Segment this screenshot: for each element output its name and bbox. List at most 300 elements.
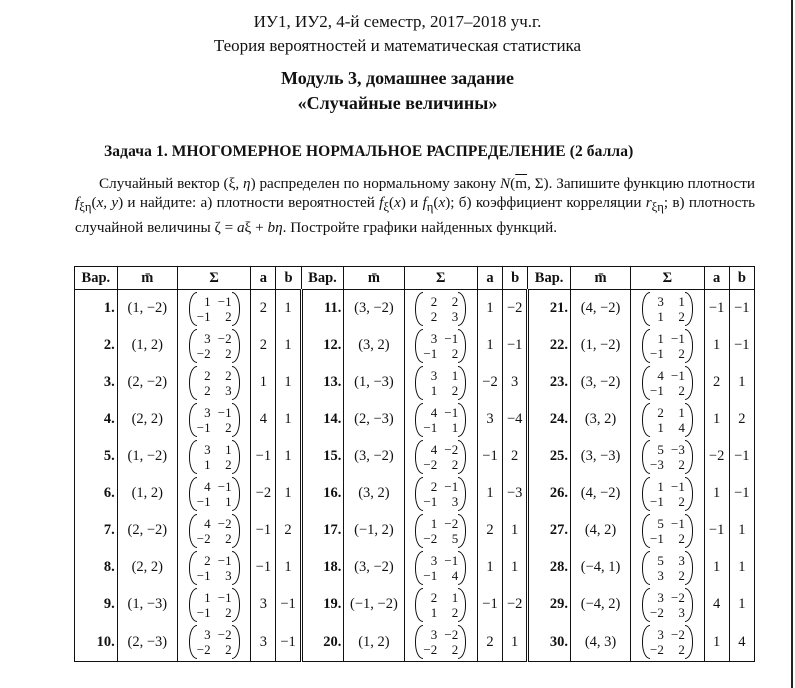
variant-number: 19.: [301, 586, 344, 623]
coef-b: 2: [729, 401, 754, 438]
header-col-var: Вар.: [75, 267, 118, 290]
right-paren: [458, 588, 466, 622]
matrix-entry: −2: [671, 627, 685, 642]
matrix-entry: −2: [196, 530, 211, 546]
matrix-entry: −3: [671, 441, 685, 457]
matrix-entry: 1: [657, 419, 664, 435]
table-row: [75, 401, 755, 438]
task-statement: Случайный вектор (ξ, η) распределен по нормальному закону $N(\overline{m}$, Σ). Запишите функцию плотности $f_{\xi\eta}(x$, y) и найдите: а) плотности вероятностей $f_\xi(x)$ и $f_\eta(x)$; б) коэффициент корреляции $r_{\xi\eta}$; в) плотность случайной величины ζ = aξ + bη. Постройте графики найденных функций.: [75, 175, 756, 236]
covariance-matrix: [404, 586, 477, 623]
header-col-b: b: [503, 267, 528, 290]
left-paren: [189, 551, 197, 585]
variant-number: 10.: [75, 623, 118, 662]
matrix-entry: −1: [650, 530, 664, 546]
covariance-matrix: [404, 475, 477, 512]
covariance-matrix: [631, 438, 704, 475]
coef-b: 1: [729, 512, 754, 549]
matrix-entry: −1: [671, 330, 685, 346]
right-paren: [458, 440, 466, 474]
mean-vector: (1, −3): [117, 586, 177, 623]
matrix-entry: −1: [444, 330, 459, 346]
mean-vector: (1, 2): [117, 475, 177, 512]
right-paren: [232, 588, 240, 622]
coef-b: 1: [276, 401, 301, 438]
coef-b: 1: [276, 364, 301, 401]
variant-number: 13.: [301, 364, 344, 401]
matrix-entry: 1: [657, 478, 664, 494]
matrix-entry: 1: [657, 308, 664, 324]
matrix-entry: −1: [650, 382, 664, 398]
variant-number: 26.: [528, 475, 571, 512]
right-paren: [458, 477, 466, 511]
coef-a: 1: [477, 290, 502, 328]
coef-b: 1: [729, 586, 754, 623]
coef-a: 1: [477, 475, 502, 512]
variant-number: 9.: [75, 586, 118, 623]
left-paren: [642, 292, 650, 326]
covariance-matrix: [631, 586, 704, 623]
matrix-entry: 3: [204, 627, 211, 642]
matrix-entry: 3: [657, 627, 664, 642]
matrix-entry: −1: [423, 419, 438, 435]
mean-vector: (3, −2): [570, 364, 630, 401]
variant-number: 11.: [301, 290, 344, 328]
covariance-matrix: [177, 549, 250, 586]
coef-a: 1: [704, 623, 729, 662]
coef-a: 3: [251, 623, 276, 662]
matrix-entry: 1: [204, 589, 211, 605]
covariance-matrix: [631, 549, 704, 586]
mean-vector: (3, −2): [344, 290, 404, 328]
matrix-entry: −1: [196, 419, 211, 435]
matrix-entry: 4: [204, 515, 211, 531]
left-paren: [642, 440, 650, 474]
coef-b: 3: [503, 364, 528, 401]
covariance-matrix: [631, 327, 704, 364]
matrix-entry: 2: [451, 293, 459, 309]
covariance-matrix: [177, 512, 250, 549]
covariance-matrix: [404, 623, 477, 662]
matrix-entry: −1: [196, 604, 211, 620]
mean-vector: (1, −2): [570, 327, 630, 364]
matrix-entry: 3: [451, 493, 459, 509]
left-paren: [415, 366, 423, 400]
matrix-entry: 4: [430, 404, 438, 420]
matrix-entry: −2: [650, 642, 664, 657]
mean-vector: (2, −2): [117, 512, 177, 549]
matrix-entry: −3: [650, 456, 664, 472]
coef-b: 1: [276, 475, 301, 512]
matrix-entry: 2: [204, 382, 211, 398]
right-paren: [232, 625, 240, 659]
matrix-entry: 2: [678, 642, 685, 657]
left-paren: [189, 403, 197, 437]
coef-b: −1: [729, 438, 754, 475]
matrix-entry: −2: [444, 627, 459, 642]
covariance-matrix: [177, 327, 250, 364]
table-row: [75, 438, 755, 475]
mean-vector: (4, −2): [570, 475, 630, 512]
covariance-matrix: [631, 512, 704, 549]
matrix-entry: −2: [671, 589, 685, 605]
coef-a: 2: [704, 364, 729, 401]
variant-number: 17.: [301, 512, 344, 549]
left-paren: [642, 403, 650, 437]
coef-b: 1: [276, 549, 301, 586]
mean-vector: (2, −2): [117, 364, 177, 401]
matrix-entry: 3: [451, 308, 459, 324]
matrix-entry: −1: [671, 515, 685, 531]
matrix-entry: 4: [451, 567, 459, 583]
right-paren: [685, 588, 693, 622]
header-col-a: a: [704, 267, 729, 290]
matrix-entry: 1: [204, 456, 211, 472]
matrix-entry: 1: [225, 493, 232, 509]
matrix-entry: −2: [423, 456, 438, 472]
covariance-matrix: [404, 401, 477, 438]
matrix-entry: 4: [204, 478, 211, 494]
matrix-entry: −1: [444, 404, 459, 420]
table-row: [75, 623, 755, 662]
coef-b: 1: [276, 438, 301, 475]
variant-number: 20.: [301, 623, 344, 662]
coef-b: −4: [503, 401, 528, 438]
matrix-entry: −2: [217, 330, 232, 346]
header-col-var: Вар.: [301, 267, 344, 290]
matrix-entry: 3: [678, 552, 685, 568]
header-col-sigma: Σ: [631, 267, 704, 290]
coef-a: 1: [704, 549, 729, 586]
matrix-entry: 2: [225, 308, 232, 324]
right-paren: [232, 292, 240, 326]
mean-vector: (3, 2): [344, 327, 404, 364]
variant-number: 16.: [301, 475, 344, 512]
coef-a: 2: [251, 327, 276, 364]
table-row: [75, 364, 755, 401]
matrix-entry: 2: [451, 345, 459, 361]
covariance-matrix: [404, 290, 477, 328]
variants-table: [74, 266, 755, 662]
coef-a: 1: [704, 327, 729, 364]
table-row: [75, 290, 755, 328]
header-col-b: b: [276, 267, 301, 290]
right-paren: [458, 514, 466, 548]
coef-a: −1: [704, 290, 729, 328]
right-paren: [232, 477, 240, 511]
covariance-matrix: [177, 623, 250, 662]
matrix-entry: −1: [196, 567, 211, 583]
variant-number: 6.: [75, 475, 118, 512]
right-paren: [685, 329, 693, 363]
matrix-entry: 3: [678, 604, 685, 620]
matrix-entry: 2: [678, 567, 685, 583]
coef-b: 1: [729, 549, 754, 586]
table-row: [75, 512, 755, 549]
matrix-entry: −1: [671, 478, 685, 494]
variant-number: 7.: [75, 512, 118, 549]
header-col-a: a: [251, 267, 276, 290]
variant-number: 23.: [528, 364, 571, 401]
covariance-matrix: [404, 549, 477, 586]
right-paren: [232, 366, 240, 400]
right-paren: [458, 625, 466, 659]
matrix-entry: 4: [678, 419, 685, 435]
coef-b: 1: [729, 364, 754, 401]
variant-number: 1.: [75, 290, 118, 328]
mean-vector: (3, 2): [570, 401, 630, 438]
mean-vector: (−1, −2): [344, 586, 404, 623]
matrix-entry: 2: [451, 642, 459, 657]
matrix-entry: 5: [657, 441, 664, 457]
coef-a: −1: [477, 586, 502, 623]
matrix-entry: 2: [225, 345, 232, 361]
matrix-entry: −1: [650, 345, 664, 361]
header-col-a: a: [477, 267, 502, 290]
matrix-entry: −1: [217, 552, 232, 568]
coef-b: −1: [729, 290, 754, 328]
matrix-entry: −1: [423, 345, 438, 361]
header-col-m: m̄: [344, 267, 404, 290]
matrix-entry: 3: [225, 567, 232, 583]
left-paren: [189, 329, 197, 363]
coef-a: 4: [704, 586, 729, 623]
table-row: [75, 327, 755, 364]
mean-vector: (3, −3): [570, 438, 630, 475]
covariance-matrix: [177, 401, 250, 438]
mean-vector: (3, −2): [344, 549, 404, 586]
right-paren: [458, 329, 466, 363]
variant-number: 25.: [528, 438, 571, 475]
matrix-entry: 2: [451, 456, 459, 472]
header-col-b: b: [729, 267, 754, 290]
matrix-entry: 2: [430, 478, 438, 494]
right-paren: [685, 440, 693, 474]
coef-b: −2: [503, 290, 528, 328]
coef-a: −1: [251, 512, 276, 549]
mean-vector: (1, −3): [344, 364, 404, 401]
coef-a: 3: [251, 586, 276, 623]
matrix-entry: 3: [657, 567, 664, 583]
matrix-entry: 2: [225, 530, 232, 546]
covariance-matrix: [177, 364, 250, 401]
right-paren: [232, 403, 240, 437]
covariance-matrix: [404, 512, 477, 549]
matrix-entry: 2: [430, 293, 438, 309]
mean-vector: (1, −2): [117, 438, 177, 475]
matrix-entry: 3: [225, 382, 232, 398]
matrix-entry: 1: [678, 404, 685, 420]
right-paren: [685, 551, 693, 585]
matrix-entry: 1: [204, 293, 211, 309]
left-paren: [189, 625, 197, 659]
right-paren: [232, 440, 240, 474]
coef-a: 1: [251, 364, 276, 401]
header-col-m: m̄: [570, 267, 630, 290]
variant-number: 12.: [301, 327, 344, 364]
coef-a: 1: [477, 549, 502, 586]
matrix-entry: 2: [451, 604, 459, 620]
matrix-entry: −1: [217, 404, 232, 420]
matrix-entry: 2: [678, 456, 685, 472]
right-paren: [232, 514, 240, 548]
coef-b: −2: [503, 586, 528, 623]
left-paren: [415, 477, 423, 511]
coef-b: −3: [503, 475, 528, 512]
matrix-entry: 2: [225, 604, 232, 620]
header-col-m: m̄: [117, 267, 177, 290]
variant-number: 15.: [301, 438, 344, 475]
mean-vector: (1, 2): [117, 327, 177, 364]
variant-number: 3.: [75, 364, 118, 401]
variant-number: 21.: [528, 290, 571, 328]
matrix-entry: 1: [430, 382, 438, 398]
right-paren: [458, 551, 466, 585]
mean-vector: (2, −3): [117, 623, 177, 662]
matrix-entry: 2: [657, 404, 664, 420]
matrix-entry: 3: [657, 589, 664, 605]
table-row: [75, 549, 755, 586]
right-paren: [458, 292, 466, 326]
mean-vector: (3, −2): [344, 438, 404, 475]
coef-a: −1: [704, 512, 729, 549]
covariance-matrix: [404, 364, 477, 401]
matrix-entry: 2: [430, 589, 438, 605]
matrix-entry: −2: [444, 441, 459, 457]
left-paren: [642, 625, 650, 659]
header-col-sigma: Σ: [177, 267, 250, 290]
coef-b: 1: [276, 327, 301, 364]
module-heading: Модуль 3, домашнее задание: [280, 68, 515, 88]
matrix-entry: 2: [204, 552, 211, 568]
left-paren: [415, 403, 423, 437]
matrix-entry: 2: [678, 493, 685, 509]
variant-number: 4.: [75, 401, 118, 438]
right-paren: [685, 514, 693, 548]
coef-b: 1: [503, 512, 528, 549]
coef-b: −1: [729, 475, 754, 512]
left-paren: [189, 366, 197, 400]
left-paren: [415, 551, 423, 585]
left-paren: [415, 292, 423, 326]
coef-a: 3: [477, 401, 502, 438]
matrix-entry: −2: [196, 642, 211, 657]
covariance-matrix: [177, 586, 250, 623]
matrix-entry: −1: [196, 493, 211, 509]
coef-b: −1: [503, 327, 528, 364]
variant-number: 8.: [75, 549, 118, 586]
covariance-matrix: [404, 327, 477, 364]
left-paren: [415, 625, 423, 659]
covariance-matrix: [631, 290, 704, 328]
left-paren: [642, 588, 650, 622]
coef-a: 1: [704, 475, 729, 512]
variant-number: 29.: [528, 586, 571, 623]
coef-b: 1: [503, 549, 528, 586]
matrix-entry: −2: [444, 515, 459, 531]
variant-number: 5.: [75, 438, 118, 475]
left-paren: [189, 440, 197, 474]
right-paren: [685, 366, 693, 400]
matrix-entry: 2: [225, 419, 232, 435]
mean-vector: (4, −2): [570, 290, 630, 328]
covariance-matrix: [631, 623, 704, 662]
left-paren: [642, 551, 650, 585]
left-paren: [189, 292, 197, 326]
right-paren: [685, 292, 693, 326]
mean-vector: (3, 2): [344, 475, 404, 512]
matrix-entry: 3: [204, 441, 211, 457]
left-paren: [415, 329, 423, 363]
coef-b: 2: [503, 438, 528, 475]
left-paren: [642, 477, 650, 511]
header-course-line: ИУ1, ИУ2, 4-й семестр, 2017–2018 уч.г.: [253, 12, 542, 31]
right-paren: [458, 403, 466, 437]
matrix-entry: 5: [657, 552, 664, 568]
matrix-entry: 1: [430, 515, 438, 531]
matrix-entry: −1: [196, 308, 211, 324]
mean-vector: (1, −2): [117, 290, 177, 328]
coef-a: −1: [251, 438, 276, 475]
matrix-entry: 2: [678, 345, 685, 361]
coef-a: 1: [477, 327, 502, 364]
right-paren: [232, 329, 240, 363]
left-paren: [415, 588, 423, 622]
matrix-entry: 1: [225, 441, 232, 457]
left-paren: [189, 477, 197, 511]
header-subject-line: Теория вероятностей и математическая статистика: [213, 36, 582, 55]
right-paren: [458, 366, 466, 400]
variant-number: 22.: [528, 327, 571, 364]
matrix-entry: −2: [217, 627, 232, 642]
matrix-entry: 5: [451, 530, 459, 546]
matrix-entry: 1: [678, 293, 685, 309]
module-title: «Случайные величины»: [297, 93, 498, 113]
left-paren: [189, 588, 197, 622]
right-paren: [232, 551, 240, 585]
matrix-entry: 2: [225, 642, 232, 657]
matrix-entry: −1: [217, 589, 232, 605]
left-paren: [189, 514, 197, 548]
coef-a: 2: [477, 623, 502, 662]
coef-a: −2: [704, 438, 729, 475]
coef-b: 1: [276, 290, 301, 328]
matrix-entry: −1: [217, 478, 232, 494]
matrix-entry: 4: [657, 367, 664, 383]
coef-a: −2: [477, 364, 502, 401]
coef-b: 1: [503, 623, 528, 662]
covariance-matrix: [631, 475, 704, 512]
matrix-entry: 3: [430, 627, 438, 642]
coef-a: 2: [251, 290, 276, 328]
matrix-entry: −2: [217, 515, 232, 531]
coef-a: −2: [251, 475, 276, 512]
coef-b: −1: [276, 623, 301, 662]
mean-vector: (−1, 2): [344, 512, 404, 549]
matrix-entry: 1: [451, 419, 459, 435]
matrix-entry: 1: [451, 367, 459, 383]
matrix-entry: −1: [423, 493, 438, 509]
mean-vector: (−4, 2): [570, 586, 630, 623]
matrix-entry: −2: [423, 642, 438, 657]
matrix-entry: 3: [430, 367, 438, 383]
matrix-entry: −1: [423, 567, 438, 583]
coef-b: −1: [276, 586, 301, 623]
matrix-entry: 2: [204, 367, 211, 383]
matrix-entry: 2: [225, 456, 232, 472]
covariance-matrix: [631, 364, 704, 401]
matrix-entry: −1: [217, 293, 232, 309]
variant-number: 30.: [528, 623, 571, 662]
